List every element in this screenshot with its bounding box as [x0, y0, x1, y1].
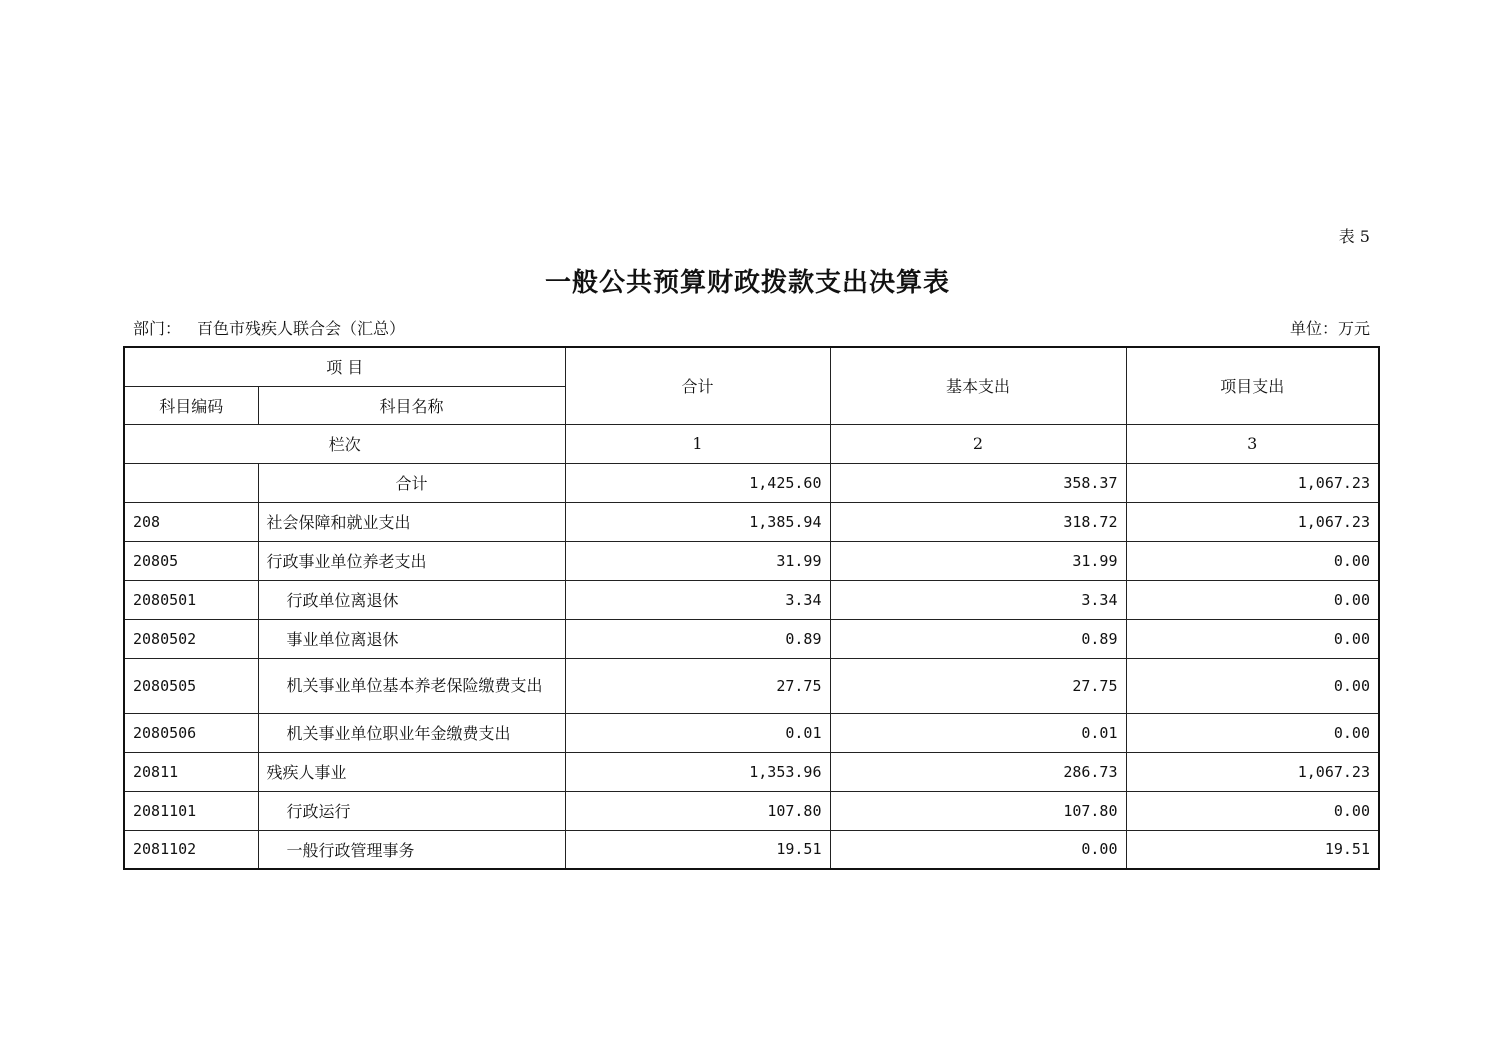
header-total: 合计: [565, 347, 830, 424]
row-code: 2080505: [124, 658, 258, 713]
row-code: 20811: [124, 752, 258, 791]
row-basic: 0.89: [830, 619, 1126, 658]
row-project: 1,067.23: [1126, 752, 1379, 791]
row-project: 0.00: [1126, 791, 1379, 830]
row-total: 1,425.60: [565, 463, 830, 502]
department-name: 百色市残疾人联合会（汇总）: [197, 319, 406, 338]
row-basic: 27.75: [830, 658, 1126, 713]
page-title: 一般公共预算财政拨款支出决算表: [544, 268, 950, 298]
row-code: 2081101: [124, 791, 258, 830]
row-project: 1,067.23: [1126, 502, 1379, 541]
row-basic: 358.37: [830, 463, 1126, 502]
row-code: 208: [124, 502, 258, 541]
row-name: 残疾人事业: [258, 752, 565, 791]
row-code: 2080502: [124, 619, 258, 658]
index-col-1: 1: [565, 424, 830, 463]
row-basic: 107.80: [830, 791, 1126, 830]
index-col-2: 2: [830, 424, 1126, 463]
row-code: 2081102: [124, 830, 258, 869]
index-row-label: 栏次: [124, 424, 565, 463]
row-name: 一般行政管理事务: [258, 830, 565, 869]
table-row: [124, 541, 1379, 580]
row-total: 27.75: [565, 658, 830, 713]
row-name: 行政事业单位养老支出: [258, 541, 565, 580]
row-project: 0.00: [1126, 658, 1379, 713]
table-number-label: 表 5: [1338, 227, 1370, 246]
table-row: [124, 830, 1379, 869]
row-code: [124, 463, 258, 502]
unit-label: 单位：万元: [1289, 319, 1370, 338]
table-row: [124, 580, 1379, 619]
row-basic: 286.73: [830, 752, 1126, 791]
row-name: 机关事业单位职业年金缴费支出: [258, 713, 565, 752]
row-project: 19.51: [1126, 830, 1379, 869]
table-row: [124, 619, 1379, 658]
row-name: 事业单位离退休: [258, 619, 565, 658]
row-total: 0.89: [565, 619, 830, 658]
index-col-3: 3: [1126, 424, 1379, 463]
table-row: [124, 658, 1379, 713]
department-line: [133, 316, 421, 339]
row-project: 0.00: [1126, 580, 1379, 619]
row-project: 1,067.23: [1126, 463, 1379, 502]
header-name: 科目名称: [258, 386, 565, 424]
row-total: 3.34: [565, 580, 830, 619]
header-project-expenditure: 项目支出: [1126, 347, 1379, 424]
row-name: 合计: [258, 463, 565, 502]
table-row: [124, 502, 1379, 541]
row-name: 行政单位离退休: [258, 580, 565, 619]
department-label: 部门：: [133, 319, 182, 338]
row-basic: 31.99: [830, 541, 1126, 580]
row-basic: 0.00: [830, 830, 1126, 869]
row-basic: 3.34: [830, 580, 1126, 619]
row-total: 1,353.96: [565, 752, 830, 791]
row-code: 20805: [124, 541, 258, 580]
expenditure-table: [123, 346, 1380, 870]
row-total: 31.99: [565, 541, 830, 580]
row-basic: 0.01: [830, 713, 1126, 752]
header-code: 科目编码: [124, 386, 258, 424]
table-row: [124, 752, 1379, 791]
table-row: [124, 463, 1379, 502]
header-project: 项 目: [124, 347, 565, 386]
table-row: [124, 791, 1379, 830]
row-project: 0.00: [1126, 713, 1379, 752]
row-name: 机关事业单位基本养老保险缴费支出: [258, 658, 565, 713]
row-basic: 318.72: [830, 502, 1126, 541]
row-name: 行政运行: [258, 791, 565, 830]
row-code: 2080506: [124, 713, 258, 752]
header-basic: 基本支出: [830, 347, 1126, 424]
row-total: 107.80: [565, 791, 830, 830]
row-project: 0.00: [1126, 619, 1379, 658]
row-name: 社会保障和就业支出: [258, 502, 565, 541]
row-total: 1,385.94: [565, 502, 830, 541]
table-row: [124, 713, 1379, 752]
row-project: 0.00: [1126, 541, 1379, 580]
row-total: 19.51: [565, 830, 830, 869]
row-code: 2080501: [124, 580, 258, 619]
row-total: 0.01: [565, 713, 830, 752]
